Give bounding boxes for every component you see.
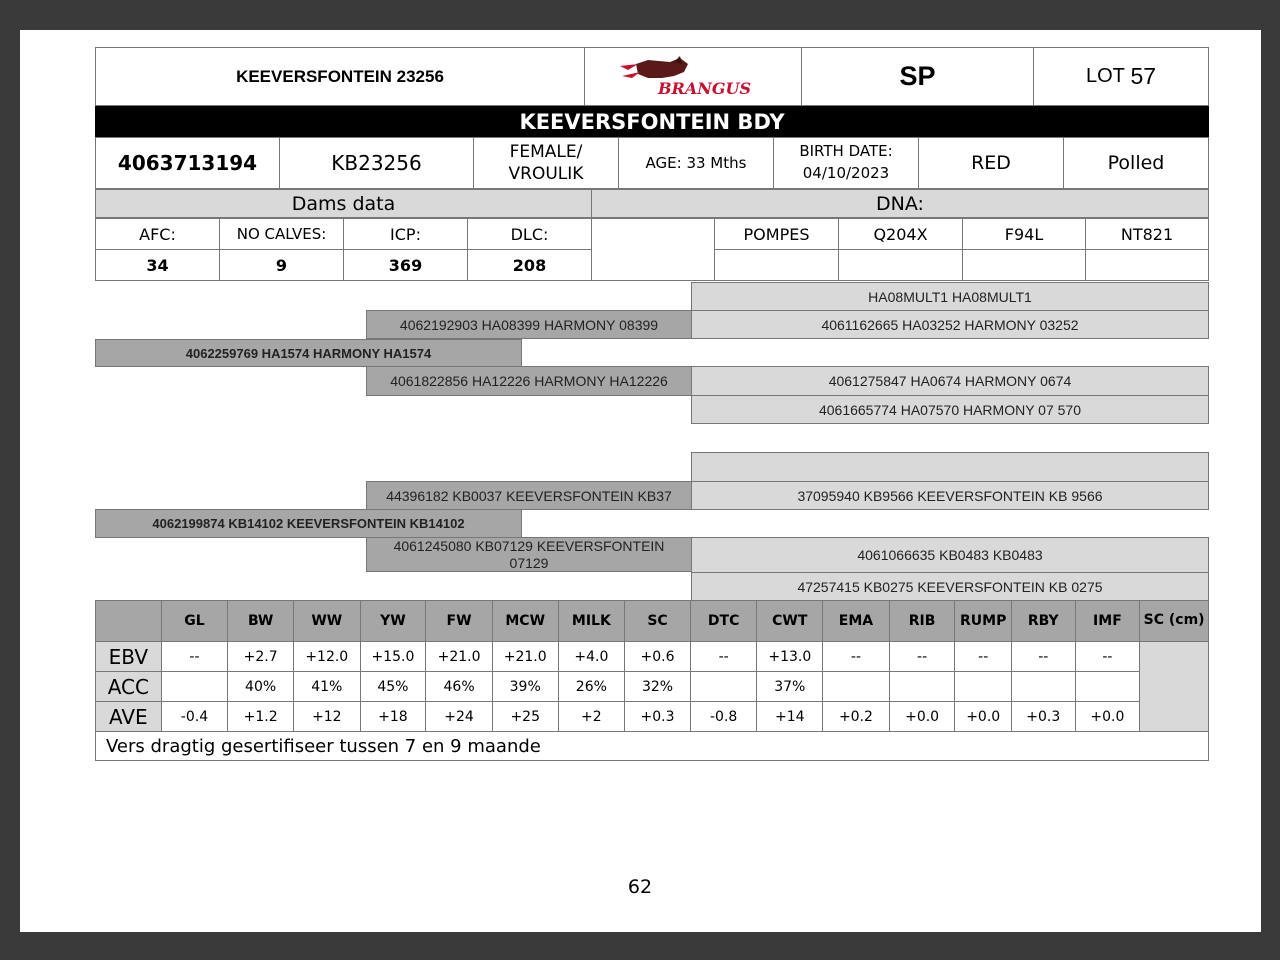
- breeder-bar: KEEVERSFONTEIN BDY: [95, 106, 1209, 137]
- ebv-value-cell: +0.6: [625, 642, 691, 672]
- ebv-value-cell: +15.0: [360, 642, 426, 672]
- ebv-value-cell: --: [1075, 642, 1140, 672]
- ebv-value-cell: +13.0: [757, 642, 823, 672]
- dna-value-q204x: [838, 249, 963, 281]
- ebv-header-cell: CWT: [757, 601, 823, 642]
- ebv-value-cell: +0.2: [823, 702, 890, 732]
- pedigree-ddd: 47257415 KB0275 KEEVERSFONTEIN KB 0275: [691, 572, 1209, 601]
- pedigree-dam-sire: 44396182 KB0037 KEEVERSFONTEIN KB37: [366, 481, 692, 510]
- pedigree-dam-dam: 4061245080 KB07129 KEEVERSFONTEIN 07129: [366, 537, 692, 572]
- ebv-value-cell: -0.8: [690, 702, 757, 732]
- pedigree-sss: HA08MULT1 HA08MULT1: [691, 282, 1209, 311]
- ebv-value-cell: +4.0: [558, 642, 625, 672]
- ebv-header-row: [96, 601, 1209, 642]
- dams-title: Dams data: [95, 189, 592, 218]
- ebv-value-cell: +0.3: [625, 702, 691, 732]
- ebv-table: [95, 600, 1209, 761]
- ebv-value-cell: 46%: [426, 672, 493, 702]
- ebv-header-cell: WW: [293, 601, 360, 642]
- sex-line1: FEMALE/: [509, 141, 583, 162]
- lot-number: 57: [1130, 63, 1157, 89]
- ebv-value-cell: +0.3: [1011, 702, 1075, 732]
- ebv-value-cell: +2.7: [228, 642, 294, 672]
- dams-header-dlc: DLC:: [467, 218, 592, 250]
- ebv-header-cell: FW: [426, 601, 493, 642]
- ebv-row-ave: [96, 702, 1209, 732]
- dams-header-calves: NO CALVES:: [219, 218, 344, 250]
- pedigree-ssd: 4061162665 HA03252 HARMONY 03252: [691, 310, 1209, 339]
- ebv-value-cell: 45%: [360, 672, 426, 702]
- ebv-header-cell: YW: [360, 601, 426, 642]
- ebv-value-cell: --: [161, 642, 228, 672]
- dna-value-pompes: [714, 249, 839, 281]
- dna-header-f94l: F94L: [962, 218, 1086, 250]
- bull-logo-icon: [618, 54, 768, 100]
- animal-type: SP: [801, 47, 1034, 106]
- ebv-value-cell: --: [690, 642, 757, 672]
- animal-code: KB23256: [279, 137, 474, 189]
- lot-label: LOT: [1085, 65, 1125, 87]
- animal-id: 4063713194: [95, 137, 280, 189]
- ebv-value-cell: +12.0: [293, 642, 360, 672]
- pedigree-sire: 4062259769 HA1574 HARMONY HA1574: [95, 339, 522, 367]
- ebv-value-cell: --: [955, 642, 1012, 672]
- animal-horns: Polled: [1063, 137, 1209, 189]
- ebv-value-cell: 39%: [492, 672, 558, 702]
- ebv-sc-cm-cell: [1140, 642, 1209, 732]
- footnote: Vers dragtig gesertifiseer tussen 7 en 9 maande: [96, 732, 1209, 761]
- ebv-value-cell: +0.0: [889, 702, 955, 732]
- ebv-value-cell: +0.0: [1075, 702, 1140, 732]
- ebv-header-cell: RBY: [1011, 601, 1075, 642]
- dna-blank-cell: [591, 218, 715, 281]
- ebv-header-cell: IMF: [1075, 601, 1140, 642]
- ebv-header-cell: SC: [625, 601, 691, 642]
- pedigree-sire-dam: 4061822856 HA12226 HARMONY HA12226: [366, 366, 692, 396]
- pedigree-sdd: 4061665774 HA07570 HARMONY 07 570: [691, 395, 1209, 424]
- animal-colour: RED: [918, 137, 1064, 189]
- ebv-value-cell: 26%: [558, 672, 625, 702]
- ebv-value-cell: [161, 672, 228, 702]
- ebv-value-cell: +18: [360, 702, 426, 732]
- brangus-logo: [584, 47, 802, 106]
- logo-text: BRANGUS: [658, 78, 752, 98]
- ebv-value-cell: --: [889, 642, 955, 672]
- ebv-header-cell: RIB: [889, 601, 955, 642]
- ebv-header-cell: SC (cm): [1140, 601, 1209, 642]
- ebv-row-label: ACC: [96, 672, 162, 702]
- pedigree-sds: 4061275847 HA0674 HARMONY 0674: [691, 366, 1209, 396]
- page-number: 62: [627, 876, 653, 898]
- dams-value-icp: 369: [343, 249, 468, 281]
- ebv-value-cell: [889, 672, 955, 702]
- dams-value-calves: 9: [219, 249, 344, 281]
- animal-age: AGE: 33 Mths: [618, 137, 774, 189]
- pedigree-dam: 4062199874 KB14102 KEEVERSFONTEIN KB14102: [95, 509, 522, 538]
- birth-date-box: [773, 137, 919, 189]
- ebv-header-cell: MILK: [558, 601, 625, 642]
- dams-header-icp: ICP:: [343, 218, 468, 250]
- ebv-value-cell: 32%: [625, 672, 691, 702]
- dna-header-nt821: NT821: [1085, 218, 1209, 250]
- ebv-value-cell: [1075, 672, 1140, 702]
- ebv-value-cell: +14: [757, 702, 823, 732]
- pedigree-sire-sire: 4062192903 HA08399 HARMONY 08399: [366, 310, 692, 339]
- dams-value-dlc: 208: [467, 249, 592, 281]
- ebv-value-cell: +21.0: [492, 642, 558, 672]
- ebv-value-cell: +1.2: [228, 702, 294, 732]
- ebv-header-cell: EMA: [823, 601, 890, 642]
- ebv-header-cell: BW: [228, 601, 294, 642]
- lot-box: [1033, 47, 1209, 106]
- ebv-row-acc: [96, 672, 1209, 702]
- ebv-value-cell: 37%: [757, 672, 823, 702]
- ebv-value-cell: [690, 672, 757, 702]
- pedigree-dss: [691, 452, 1209, 482]
- ebv-value-cell: 40%: [228, 672, 294, 702]
- dams-header-afc: AFC:: [95, 218, 220, 250]
- dna-header-q204x: Q204X: [838, 218, 963, 250]
- dna-value-nt821: [1085, 249, 1209, 281]
- ebv-value-cell: +0.0: [955, 702, 1012, 732]
- ebv-row-label: AVE: [96, 702, 162, 732]
- dna-header-pompes: POMPES: [714, 218, 839, 250]
- ebv-value-cell: +12: [293, 702, 360, 732]
- ebv-value-cell: --: [823, 642, 890, 672]
- dna-value-f94l: [962, 249, 1086, 281]
- ebv-value-cell: +2: [558, 702, 625, 732]
- birth-date: 04/10/2023: [802, 164, 890, 182]
- ebv-value-cell: -0.4: [161, 702, 228, 732]
- animal-sex: [473, 137, 619, 189]
- birth-label: BIRTH DATE:: [799, 142, 893, 161]
- ebv-value-cell: [823, 672, 890, 702]
- ebv-row-ebv: [96, 642, 1209, 672]
- ebv-value-cell: [1011, 672, 1075, 702]
- ebv-value-cell: +25: [492, 702, 558, 732]
- pedigree-dds: 4061066635 KB0483 KB0483: [691, 537, 1209, 573]
- pedigree-dsd: 37095940 KB9566 KEEVERSFONTEIN KB 9566: [691, 481, 1209, 510]
- ebv-value-cell: +24: [426, 702, 493, 732]
- ebv-header-cell: DTC: [690, 601, 757, 642]
- ebv-value-cell: 41%: [293, 672, 360, 702]
- ebv-header-cell: MCW: [492, 601, 558, 642]
- ebv-value-cell: +21.0: [426, 642, 493, 672]
- ebv-value-cell: [955, 672, 1012, 702]
- ebv-header-cell: GL: [161, 601, 228, 642]
- ebv-header-cell: RUMP: [955, 601, 1012, 642]
- ebv-header-blank: [96, 601, 162, 642]
- ebv-row-label: EBV: [96, 642, 162, 672]
- dna-title: DNA:: [591, 189, 1209, 218]
- dams-value-afc: 34: [95, 249, 220, 281]
- sex-line2: VROULIK: [508, 164, 584, 184]
- catalogue-page: [20, 30, 1261, 932]
- ebv-value-cell: --: [1011, 642, 1075, 672]
- animal-name: KEEVERSFONTEIN 23256: [95, 47, 585, 106]
